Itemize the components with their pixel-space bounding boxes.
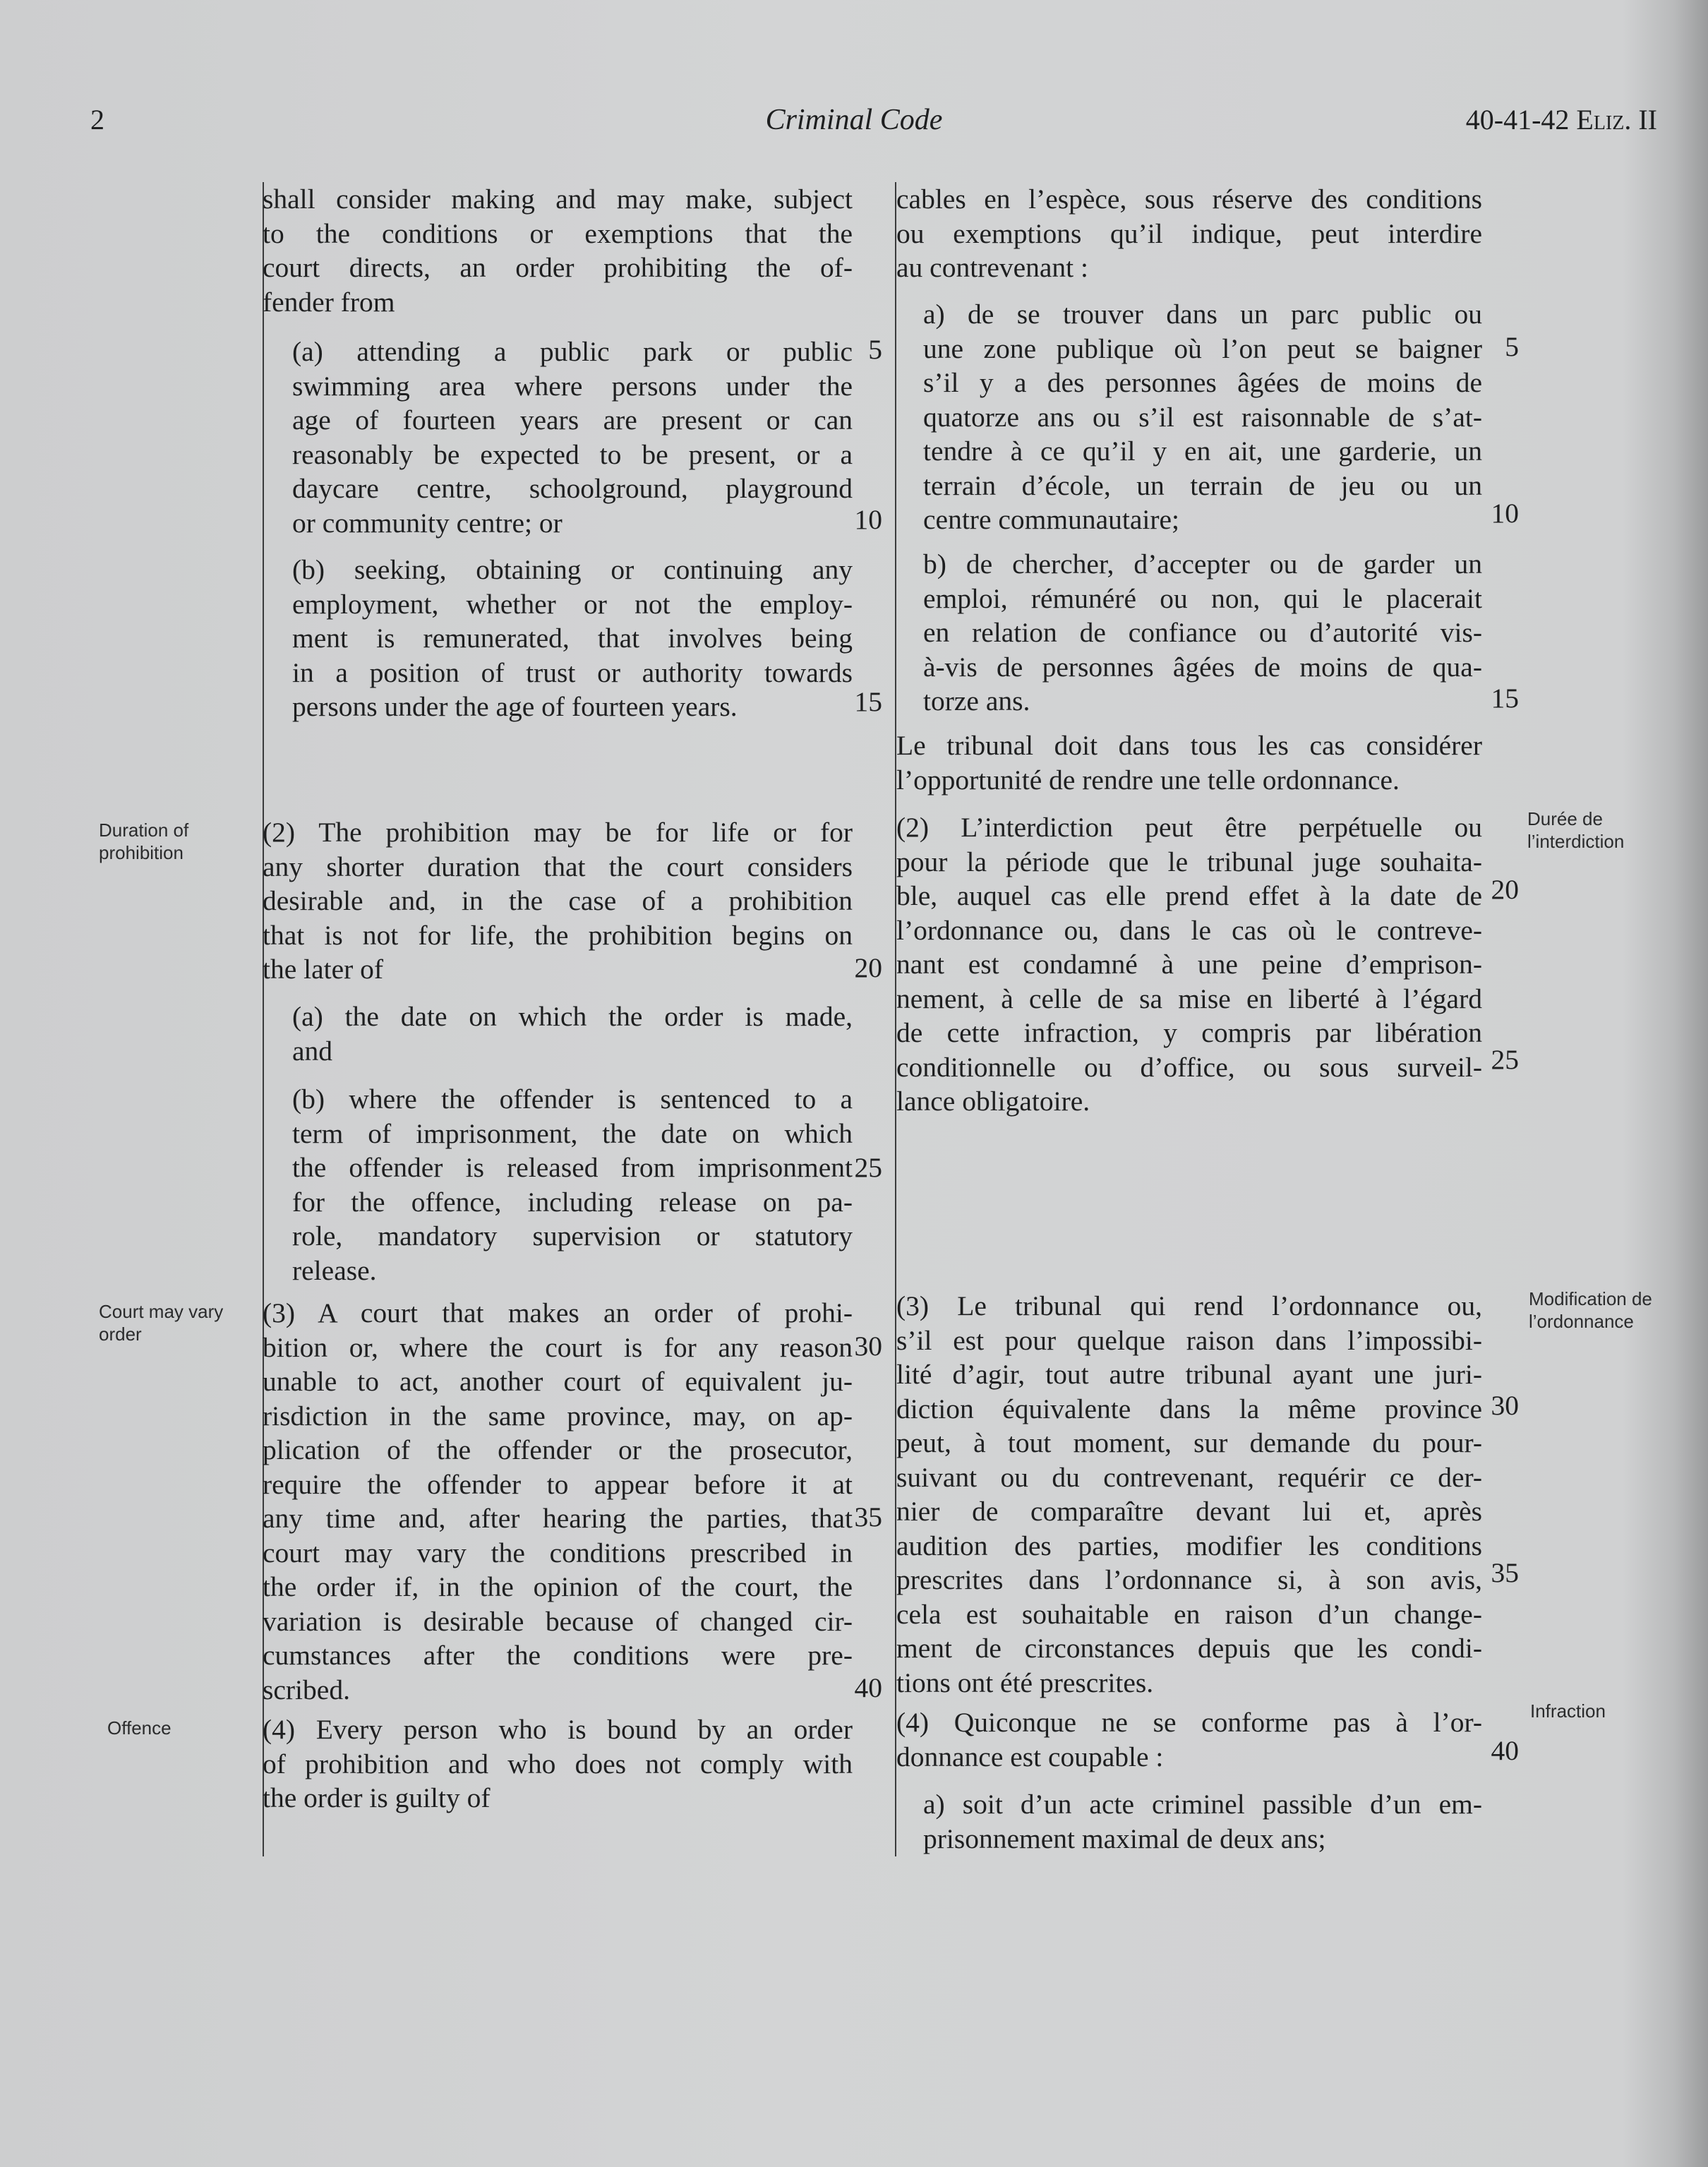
- margin-note-line: Infraction: [1530, 1700, 1606, 1722]
- margin-note-line: Duration of: [99, 820, 189, 841]
- text-line: audition des parties, modifier les conditions: [896, 1530, 1482, 1561]
- text-line: (b) seeking, obtaining or continuing any: [292, 554, 853, 585]
- margin-note-duration-en: [99, 819, 261, 864]
- text-line: fender from: [263, 286, 395, 318]
- text-line: l’opportunité de rendre une telle ordonnance.: [896, 764, 1400, 796]
- text-line: any time and, after hearing the parties, that: [263, 1503, 853, 1534]
- text-line: terrain d’école, un terrain de jeu ou un: [923, 469, 1482, 501]
- text-line: l’ordonnance ou, dans le cas où le contreve-: [896, 914, 1482, 946]
- margin-note-line: Offence: [107, 1717, 172, 1739]
- en-line-number: 10: [854, 504, 882, 535]
- text-line: court directs, an order prohibiting the of-: [263, 252, 853, 283]
- en-intro: [263, 182, 853, 319]
- fr-line-number: 40: [1491, 1735, 1519, 1766]
- en-line-number: 35: [854, 1501, 882, 1532]
- text-line: diction équivalente dans la même province: [896, 1393, 1482, 1424]
- text-line: plication of the offender or the prosecutor,: [263, 1434, 853, 1465]
- text-line: age of fourteen years are present or can: [292, 404, 853, 436]
- text-line: (a) the date on which the order is made,: [292, 1001, 853, 1032]
- margin-note-duration-fr: [1527, 808, 1690, 853]
- regnal-year: [1466, 103, 1657, 136]
- text-line: reasonably be expected to be present, or a: [292, 438, 853, 470]
- en-subsection-4: [263, 1712, 853, 1815]
- fr-subsection-4: [896, 1705, 1482, 1774]
- text-line: release.: [292, 1254, 377, 1286]
- en-line-number: 30: [854, 1331, 882, 1362]
- text-line: (b) where the offender is sentenced to a: [292, 1084, 853, 1115]
- fr-para-1-closing: [896, 728, 1482, 797]
- text-line: a) soit d’un acte criminel passible d’un em-: [923, 1789, 1482, 1820]
- text-line: tions ont été prescrites.: [896, 1667, 1154, 1698]
- en-line-number: 20: [854, 952, 882, 983]
- text-line: tendre à ce qu’il y en ait, une garderie, un: [923, 436, 1482, 467]
- fr-line-number: 35: [1491, 1557, 1519, 1588]
- text-line: s’il est pour quelque raison dans l’impossibi-: [896, 1324, 1482, 1356]
- text-line: require the offender to appear before it at: [263, 1468, 853, 1500]
- text-line: cumstances after the conditions were pre-: [263, 1640, 853, 1671]
- page-number: 2: [90, 104, 104, 136]
- text-line: (3) A court that makes an order of prohi-: [263, 1297, 853, 1328]
- text-line: (2) The prohibition may be for life or for: [263, 817, 853, 848]
- text-line: prisonnement maximal de deux ans;: [923, 1823, 1326, 1854]
- margin-note-line: l’interdiction: [1527, 831, 1625, 852]
- text-line: en relation de confiance ou d’autorité vis-: [923, 617, 1482, 648]
- en-para-1b: [292, 553, 853, 724]
- margin-note-line: prohibition: [99, 842, 184, 863]
- text-line: ment is remunerated, that involves being: [292, 623, 853, 654]
- text-line: lance obligatoire.: [896, 1086, 1090, 1117]
- text-line: une zone publique où l’on peut se baigner: [923, 332, 1482, 364]
- fr-para-4a: [923, 1787, 1482, 1856]
- en-subsection-2: [263, 815, 853, 987]
- running-title: Criminal Code: [765, 104, 943, 136]
- en-line-number: 40: [854, 1672, 882, 1703]
- text-line: suivant ou du contrevenant, requérir ce der-: [896, 1461, 1482, 1493]
- text-line: quatorze ans ou s’il est raisonnable de s’at-: [923, 401, 1482, 433]
- margin-note-line: Durée de: [1527, 808, 1603, 829]
- text-line: (3) Le tribunal qui rend l’ordonnance ou,: [896, 1290, 1482, 1321]
- en-para-2a: [292, 1000, 853, 1068]
- session-years: 40-41-42: [1465, 104, 1570, 136]
- text-line: peut, à tout moment, sur demande du pour-: [896, 1427, 1482, 1458]
- margin-note-offence-fr: [1530, 1700, 1692, 1722]
- text-line: au contrevenant :: [896, 252, 1088, 283]
- text-line: donnance est coupable :: [896, 1741, 1164, 1772]
- text-line: pour la période que le tribunal juge souhaita-: [896, 846, 1482, 877]
- text-line: persons under the age of fourteen years.: [292, 691, 738, 722]
- fr-intro: [896, 182, 1482, 285]
- margin-note-vary-en: [99, 1300, 261, 1345]
- text-line: unable to act, another court of equivalent ju-: [263, 1366, 853, 1397]
- text-line: (4) Every person who is bound by an order: [263, 1714, 853, 1745]
- text-line: centre communautaire;: [923, 504, 1180, 535]
- text-line: nier de comparaître devant lui et, après: [896, 1496, 1482, 1527]
- text-line: scribed.: [263, 1674, 350, 1705]
- text-line: cables en l’espèce, sous réserve des conditions: [896, 184, 1482, 215]
- en-line-number: 25: [854, 1152, 882, 1183]
- text-line: cela est souhaitable en raison d’un change-: [896, 1598, 1482, 1630]
- text-line: in a position of trust or authority towards: [292, 656, 853, 688]
- en-para-2b: [292, 1082, 853, 1287]
- text-line: b) de chercher, d’accepter ou de garder un: [923, 548, 1482, 580]
- en-line-number: 15: [854, 686, 882, 717]
- text-line: (2) L’interdiction peut être perpétuelle ou: [896, 812, 1482, 843]
- text-line: (4) Quiconque ne se conforme pas à l’or-: [896, 1707, 1482, 1738]
- fr-subsection-3: [896, 1289, 1482, 1700]
- margin-note-line: Court may vary: [99, 1301, 224, 1322]
- fr-line-number: 20: [1491, 874, 1519, 905]
- text-line: de cette infraction, y compris par libération: [896, 1017, 1482, 1048]
- text-line: ble, auquel cas elle prend effet à la date de: [896, 880, 1482, 911]
- text-line: and: [292, 1035, 333, 1067]
- text-line: s’il y a des personnes âgées de moins de: [923, 367, 1482, 398]
- fr-line-number: 10: [1491, 498, 1519, 529]
- text-line: a) de se trouver dans un parc public ou: [923, 299, 1482, 330]
- fr-line-number: 30: [1491, 1390, 1519, 1421]
- text-line: shall consider making and may make, subject: [263, 184, 853, 215]
- fr-subsection-2: [896, 810, 1482, 1119]
- regnal-numeral: II: [1638, 104, 1657, 136]
- text-line: to the conditions or exemptions that the: [263, 217, 853, 249]
- text-line: daycare centre, schoolground, playground: [292, 473, 853, 504]
- margin-note-offence-en: [107, 1717, 270, 1739]
- text-line: nant est condamné à une peine d’emprison-: [896, 949, 1482, 980]
- eliz-label: Eliz.: [1576, 104, 1632, 136]
- text-line: any shorter duration that the court considers: [263, 851, 853, 882]
- text-line: employment, whether or not the employ-: [292, 588, 853, 620]
- fr-line-number: 15: [1491, 683, 1519, 714]
- margin-note-line: l’ordonnance: [1529, 1311, 1634, 1332]
- text-line: the order is guilty of: [263, 1782, 491, 1813]
- text-line: lité d’agir, tout autre tribunal ayant une juri-: [896, 1359, 1482, 1390]
- text-line: court may vary the conditions prescribed in: [263, 1537, 853, 1568]
- en-para-1a: [292, 335, 853, 540]
- fr-line-number: 5: [1505, 331, 1519, 362]
- text-line: desirable and, in the case of a prohibition: [263, 885, 853, 916]
- text-line: (a) attending a public park or public: [292, 336, 853, 367]
- text-line: ou exemptions qu’il indique, peut interdire: [896, 217, 1482, 249]
- text-line: bition or, where the court is for any reason: [263, 1331, 853, 1363]
- text-line: ment de circonstances depuis que les condi-: [896, 1633, 1482, 1664]
- text-line: swimming area where persons under the: [292, 370, 853, 402]
- text-line: Le tribunal doit dans tous les cas considérer: [896, 730, 1482, 761]
- en-subsection-3: [263, 1296, 853, 1707]
- text-line: torze ans.: [923, 685, 1030, 716]
- text-line: variation is desirable because of changed cir-: [263, 1605, 853, 1637]
- text-line: à-vis de personnes âgées de moins de qua-: [923, 651, 1482, 683]
- margin-note-line: Modification de: [1529, 1288, 1652, 1309]
- text-line: for the offence, including release on pa-: [292, 1186, 853, 1218]
- text-line: the order if, in the opinion of the court, the: [263, 1571, 853, 1602]
- text-line: the offender is released from imprisonment: [292, 1152, 853, 1183]
- text-line: of prohibition and who does not comply with: [263, 1748, 853, 1779]
- text-line: role, mandatory supervision or statutory: [292, 1220, 853, 1251]
- text-line: or community centre; or: [292, 507, 563, 539]
- margin-note-line: order: [99, 1323, 142, 1345]
- fr-para-1b: [923, 547, 1482, 719]
- text-line: conditionnelle ou d’office, ou sous surveil-: [896, 1051, 1482, 1083]
- text-line: risdiction in the same province, may, on ap-: [263, 1400, 853, 1431]
- text-line: prescrites dans l’ordonnance si, à son avis,: [896, 1564, 1482, 1595]
- text-line: term of imprisonment, the date on which: [292, 1117, 853, 1149]
- en-line-number: 5: [868, 334, 882, 365]
- text-line: that is not for life, the prohibition begins on: [263, 919, 853, 951]
- text-line: the later of: [263, 954, 384, 985]
- fr-line-number: 25: [1491, 1044, 1519, 1075]
- fr-para-1a: [923, 297, 1482, 537]
- margin-note-vary-fr: [1529, 1287, 1691, 1333]
- text-line: nement, à celle de sa mise en liberté à l’égard: [896, 983, 1482, 1014]
- text-line: emploi, rémunéré ou non, qui le placerait: [923, 582, 1482, 614]
